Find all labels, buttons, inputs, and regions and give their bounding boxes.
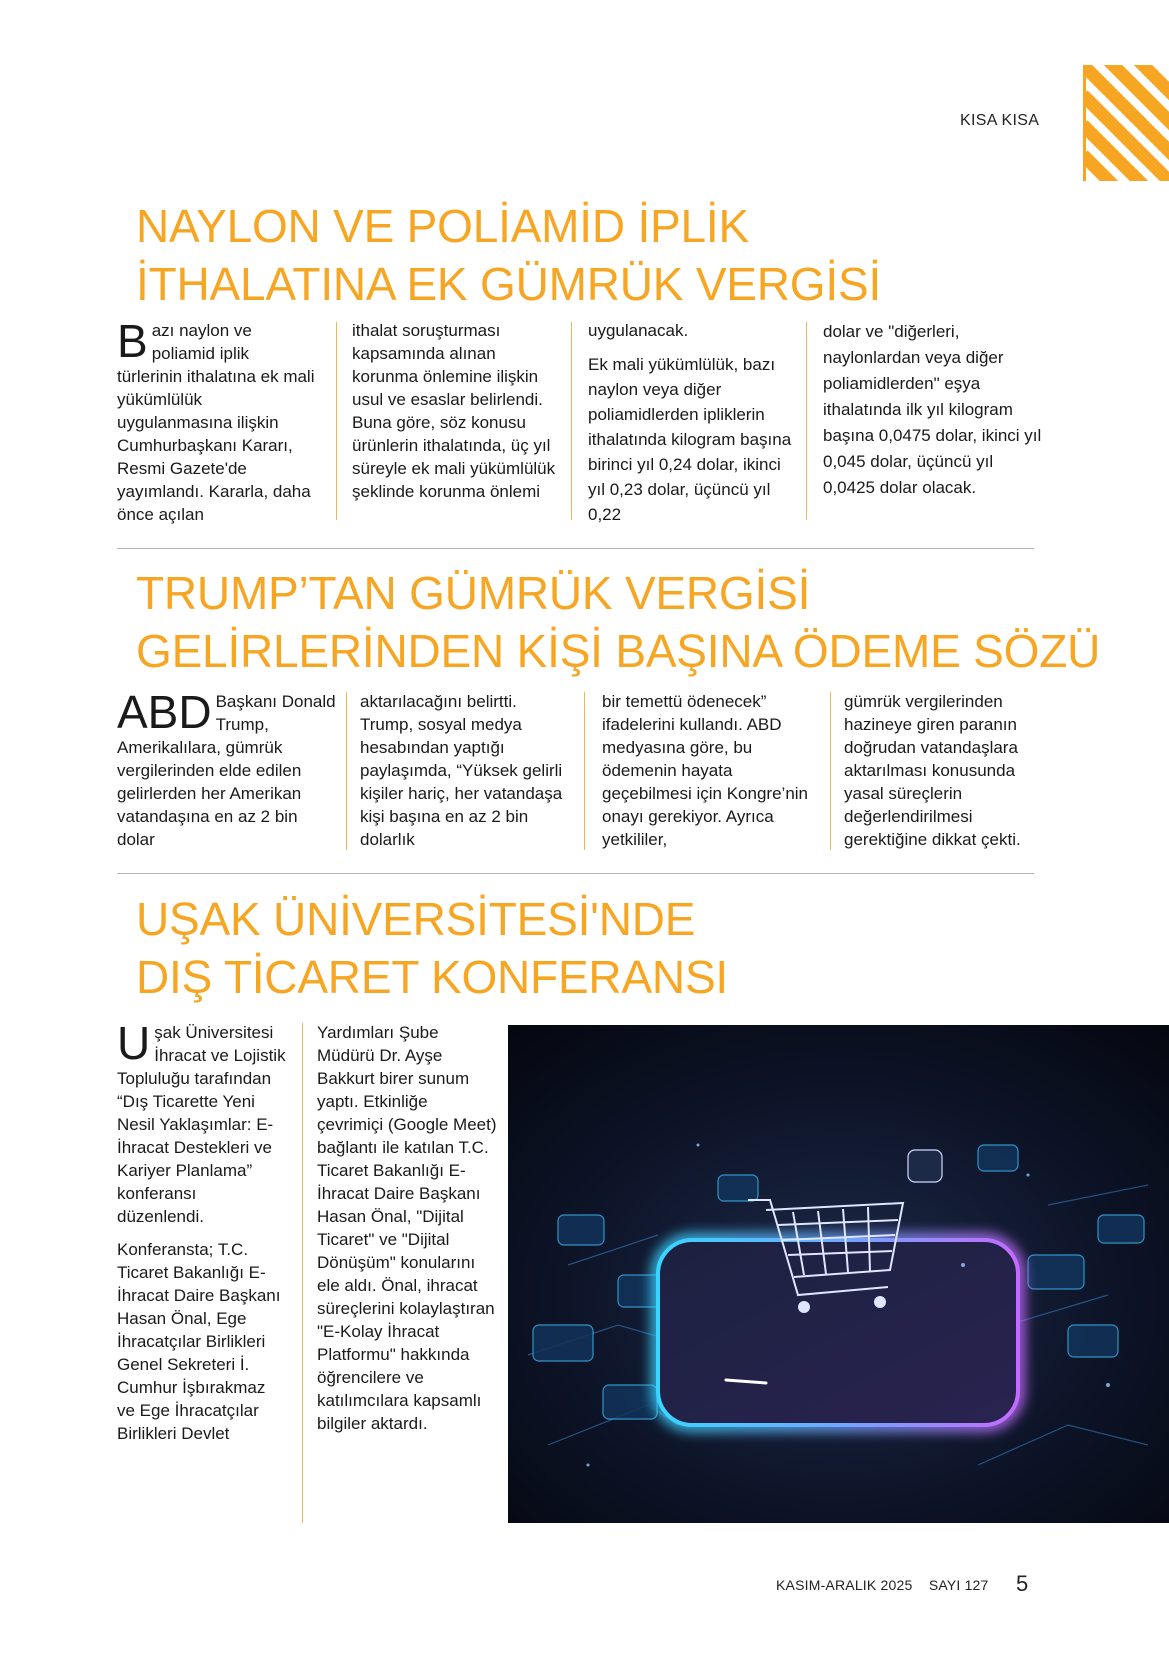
article1-column-divider-1 xyxy=(336,322,337,520)
article1-title-line1: NAYLON VE POLİAMİD İPLİK xyxy=(136,200,749,252)
page-number: 5 xyxy=(1016,1571,1029,1596)
article1-column-3 xyxy=(588,319,798,537)
article2-col3-text: bir temettü ödenecek” ifadelerini kullandı. ABD medyasına göre, bu ödemenin hayata geçebilmesi için Kongre’nin onayı gerekiyor. Ayrıca yetkililer, xyxy=(602,692,809,849)
article3-title-line2: DIŞ TİCARET KONFERANSI xyxy=(136,951,729,1003)
article2-title-line2: GELİRLERİNDEN KİŞİ BAŞINA ÖDEME SÖZÜ xyxy=(136,625,1101,677)
article2-dropcap: ABD xyxy=(117,686,212,738)
article2-column-divider-2 xyxy=(584,692,585,850)
article2-col2-text: aktarılacağını belirtti. Trump, sosyal medya hesabından yaptığı paylaşımda, “Yüksek gelirli kişiler hariç, her vatandaşa kişi başına en az 2 bin dolarlık xyxy=(360,692,563,849)
article2-title-line1: TRUMP’TAN GÜMRÜK VERGİSİ xyxy=(136,567,811,619)
article2-column-2 xyxy=(360,690,570,851)
article3-dropcap: U xyxy=(117,1017,151,1069)
article1-column-divider-3 xyxy=(806,322,807,520)
article1-column-4 xyxy=(823,319,1043,501)
article2-column-4 xyxy=(844,690,1054,851)
article1-dropcap: B xyxy=(117,315,148,367)
article2-col1-text: Başkanı Donald Trump, Amerikalılara, gümrük vergilerinden elde edilen gelirlerden her Amerikan vatandaşına en az 2 bin dolar xyxy=(117,692,336,849)
section-label: KISA KISA xyxy=(960,112,1040,129)
article2-column-3 xyxy=(602,690,824,851)
diagonal-stripes-icon xyxy=(1083,65,1169,181)
article3-col1-p1-text: şak Üniversitesi İhracat ve Lojistik Topluluğu tarafından “Dış Ticarette Yeni Nesil Yaklaşımlar: E-İhracat Destekleri ve Kariyer Planlama” konferansı düzenlendi. xyxy=(117,1023,286,1226)
article1-col1-text: azı naylon ve poliamid iplik türlerinin ithalatına ek mali yükümlülük uygulanmasına ilişkin Cumhurbaşkanı Kararı, Resmi Gazete'de yayımlandı. Kararla, daha önce açılan xyxy=(117,321,315,524)
article3-column-1 xyxy=(117,1017,287,1455)
article3-column-divider-1 xyxy=(302,1023,303,1523)
article2-title xyxy=(136,564,1100,680)
article3-col2-text: Yardımları Şube Müdürü Dr. Ayşe Bakkurt birer sunum yaptı. Etkinliğe çevrimiçi (Google Meet) bağlantı ile katılan T.C. Ticaret Bakanlığı E-İhracat Daire Başkanı Hasan Önal, "Dijital Ticaret" ve "Dijital Dönüşüm" konularını ele aldı. Önal, ihracat süreçlerini kolaylaştıran "E-Kolay İhracat Platformu" hakkında öğrencilere ve katılımcılara kapsamlı bilgiler aktardı. xyxy=(317,1023,497,1433)
article1-col3-p1: uygulanacak. xyxy=(588,321,689,340)
article1-column-divider-2 xyxy=(571,322,572,520)
article1-col4-text: dolar ve "diğerleri, naylonlardan veya diğer poliamidlerden" eşya ithalatında ilk yıl kilogram başına 0,0475 dolar, ikinci yıl 0,045 dolar, üçüncü yıl 0,0425 dolar olacak. xyxy=(823,322,1042,497)
article2-separator xyxy=(117,873,1034,874)
article1-col3-p2: Ek mali yükümlülük, bazı naylon veya diğer poliamidlerden ipliklerin ithalatında kilogram başına birinci yıl 0,24 dolar, ikinci yıl 0,23 dolar, üçüncü yıl 0,22 xyxy=(588,355,792,524)
article3-title xyxy=(136,890,728,1006)
article2-column-1 xyxy=(117,686,339,851)
article2-column-divider-3 xyxy=(830,692,831,850)
footer-issue: KASIM-ARALIK 2025 SAYI 127 xyxy=(776,1577,989,1593)
article1-col2-text: ithalat soruşturması kapsamında alınan korunma önlemine ilişkin usul ve esaslar belirlendi. Buna göre, söz konusu ürünlerin ithalatında, üç yıl süreyle ek mali yükümlülük şeklinde korunma önlemi xyxy=(352,321,556,501)
article2-column-divider-1 xyxy=(346,692,347,850)
article1-title-line2: İTHALATINA EK GÜMRÜK VERGİSİ xyxy=(136,258,882,310)
article1-column-2 xyxy=(352,319,564,503)
article3-col1-p2: Konferansta; T.C. Ticaret Bakanlığı E-İhracat Daire Başkanı Hasan Önal, Ege İhracatçılar Birlikleri Genel Sekreteri İ. Cumhur İşbırakmaz ve Ege İhracatçılar Birlikleri Devlet xyxy=(117,1240,281,1443)
article3-title-line1: UŞAK ÜNİVERSİTESİ'NDE xyxy=(136,893,696,945)
article1-column-1 xyxy=(117,315,317,526)
shopping-cart-illustration xyxy=(508,1025,1169,1523)
article2-col4-text: gümrük vergilerinden hazineye giren paranın doğrudan vatandaşlara aktarılması konusunda yasal süreçlerin değerlendirilmesi gerektiğine dikkat çekti. xyxy=(844,692,1021,849)
article1-separator xyxy=(117,548,1034,549)
article3-col1-p1 xyxy=(117,1017,287,1228)
article3-column-2 xyxy=(317,1021,497,1435)
article1-title xyxy=(136,197,881,313)
